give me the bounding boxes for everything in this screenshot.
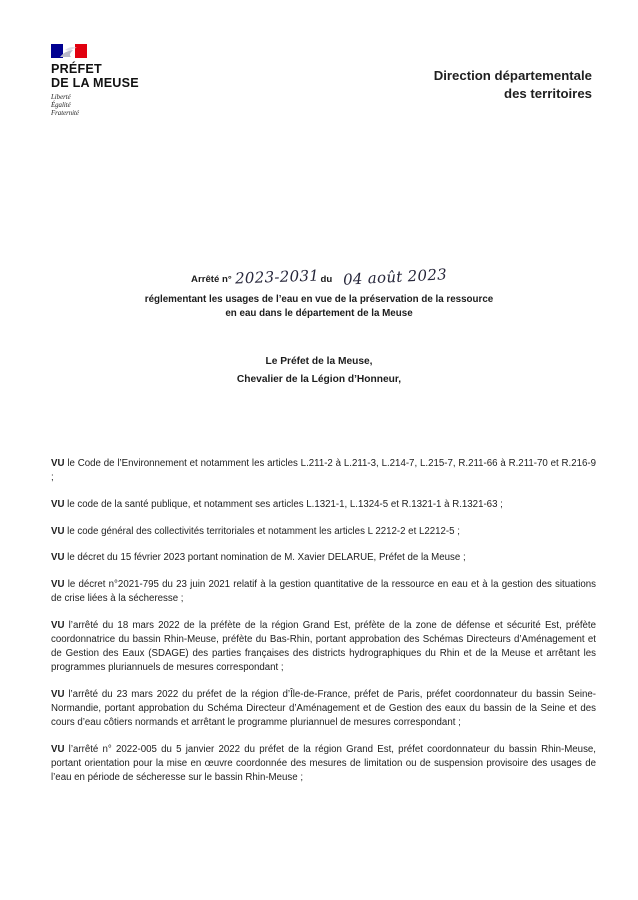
prefecture-line-2: DE LA MEUSE [51, 76, 139, 90]
visa-paragraph [51, 578, 596, 606]
visa-vu-label: VU [51, 619, 65, 631]
visa-vu-label: VU [51, 688, 65, 700]
arrete-date-handwritten: 04 août 2023 [342, 265, 448, 289]
arrete-number-handwritten: 2023-2031 [235, 266, 320, 288]
visa-text: l’arrêté du 18 mars 2022 de la préfète de la région Grand Est, préfète de la zone de défense et sécurité Est, préfète coordonnatrice du bassin Rhin-Meuse, préfète du Bas-Rhin, portant approbation des Schémas Directeurs d’Aménagement et de Gestion des Eaux (SDAGE) des parties françaises des districts hydrographiques du Rhin et de la Meuse et arrêtant les programmes pluriannuels de mesures correspondant ; [51, 619, 596, 673]
direction-line-1: Direction départementale [433, 68, 592, 83]
visa-paragraph [51, 498, 596, 512]
direction-line-2: des territoires [504, 86, 592, 101]
visa-vu-label: VU [51, 498, 65, 510]
marianne-logo-icon [51, 44, 87, 58]
prefecture-line-1: PRÉFET [51, 62, 102, 76]
visa-paragraph [51, 688, 596, 730]
arrete-title-line-2: en eau dans le département de la Meuse [225, 308, 413, 319]
visa-paragraph [51, 551, 596, 565]
authority-line-2: Chevalier de la Légion d’Honneur, [236, 374, 402, 385]
issuing-department [434, 67, 592, 103]
visa-text: le Code de l’Environnement et notamment les articles L.211-2 à L.211-3, L.214-7, L.215-7, R.211-66 à R.211-70 et R.216-9 ; [51, 458, 596, 483]
arrete-reference [0, 265, 638, 289]
arrete-title [0, 293, 638, 321]
visa-text: le code de la santé publique, et notamment ses articles L.1321-1, L.1324-5 et R.1321-1 à R.1321-63 ; [64, 498, 503, 510]
visa-paragraph [51, 619, 596, 675]
visa-text: le décret du 15 février 2023 portant nomination de M. Xavier DELARUE, Préfet de la Meuse ; [64, 552, 466, 564]
visa-vu-label: VU [51, 552, 65, 564]
visa-vu-label: VU [51, 458, 65, 469]
motto-liberte: Liberté [51, 94, 71, 101]
visa-vu-label: VU [51, 743, 65, 755]
arrete-du-label: du [320, 274, 333, 285]
prefecture-name [51, 62, 139, 90]
motto-egalite: Égalité [51, 102, 71, 109]
visa-paragraph [51, 743, 596, 785]
visa-text: l’arrêté n° 2022-005 du 5 janvier 2022 du préfet de la région Grand Est, préfet coordonnateur du bassin Rhin-Meuse, portant orientation pour la mise en œuvre coordonnée des mesures de limitation ou de suspension provisoire des usages de l’eau en période de sécheresse sur le bassin Rhin-Meuse ; [51, 743, 596, 783]
arrete-title-line-1: réglementant les usages de l’eau en vue de la préservation de la ressource [144, 294, 494, 305]
authority-line-1: Le Préfet de la Meuse, [265, 356, 373, 367]
motto-fraternite: Fraternité [51, 110, 79, 117]
visa-vu-label: VU [51, 525, 65, 537]
visa-vu-label: VU [51, 579, 65, 591]
visa-text: le décret n°2021-795 du 23 juin 2021 relatif à la gestion quantitative de la ressource en eau et à la gestion des situations de crise liées à la sécheresse ; [51, 579, 596, 605]
republic-motto [51, 94, 79, 118]
arrete-label: Arrêté n° [191, 274, 232, 285]
visa-text: l’arrêté du 23 mars 2022 du préfet de la région d’Île-de-France, préfet de Paris, préfet coordonnateur du bassin Seine-Normandie, portant approbation du Schéma Directeur d’Aménagement et de Gestion des eaux du bassin de la Seine et des cours d’eau côtiers normands et arrêtant le programme pluriannuel de mesures correspondant ; [51, 688, 596, 728]
visa-paragraph [51, 525, 596, 539]
visa-list [51, 457, 596, 797]
issuing-authority [0, 353, 638, 389]
visa-text: le code général des collectivités territoriales et notamment les articles L 2212-2 et L2212-5 ; [64, 525, 460, 537]
visa-paragraph [51, 457, 596, 485]
